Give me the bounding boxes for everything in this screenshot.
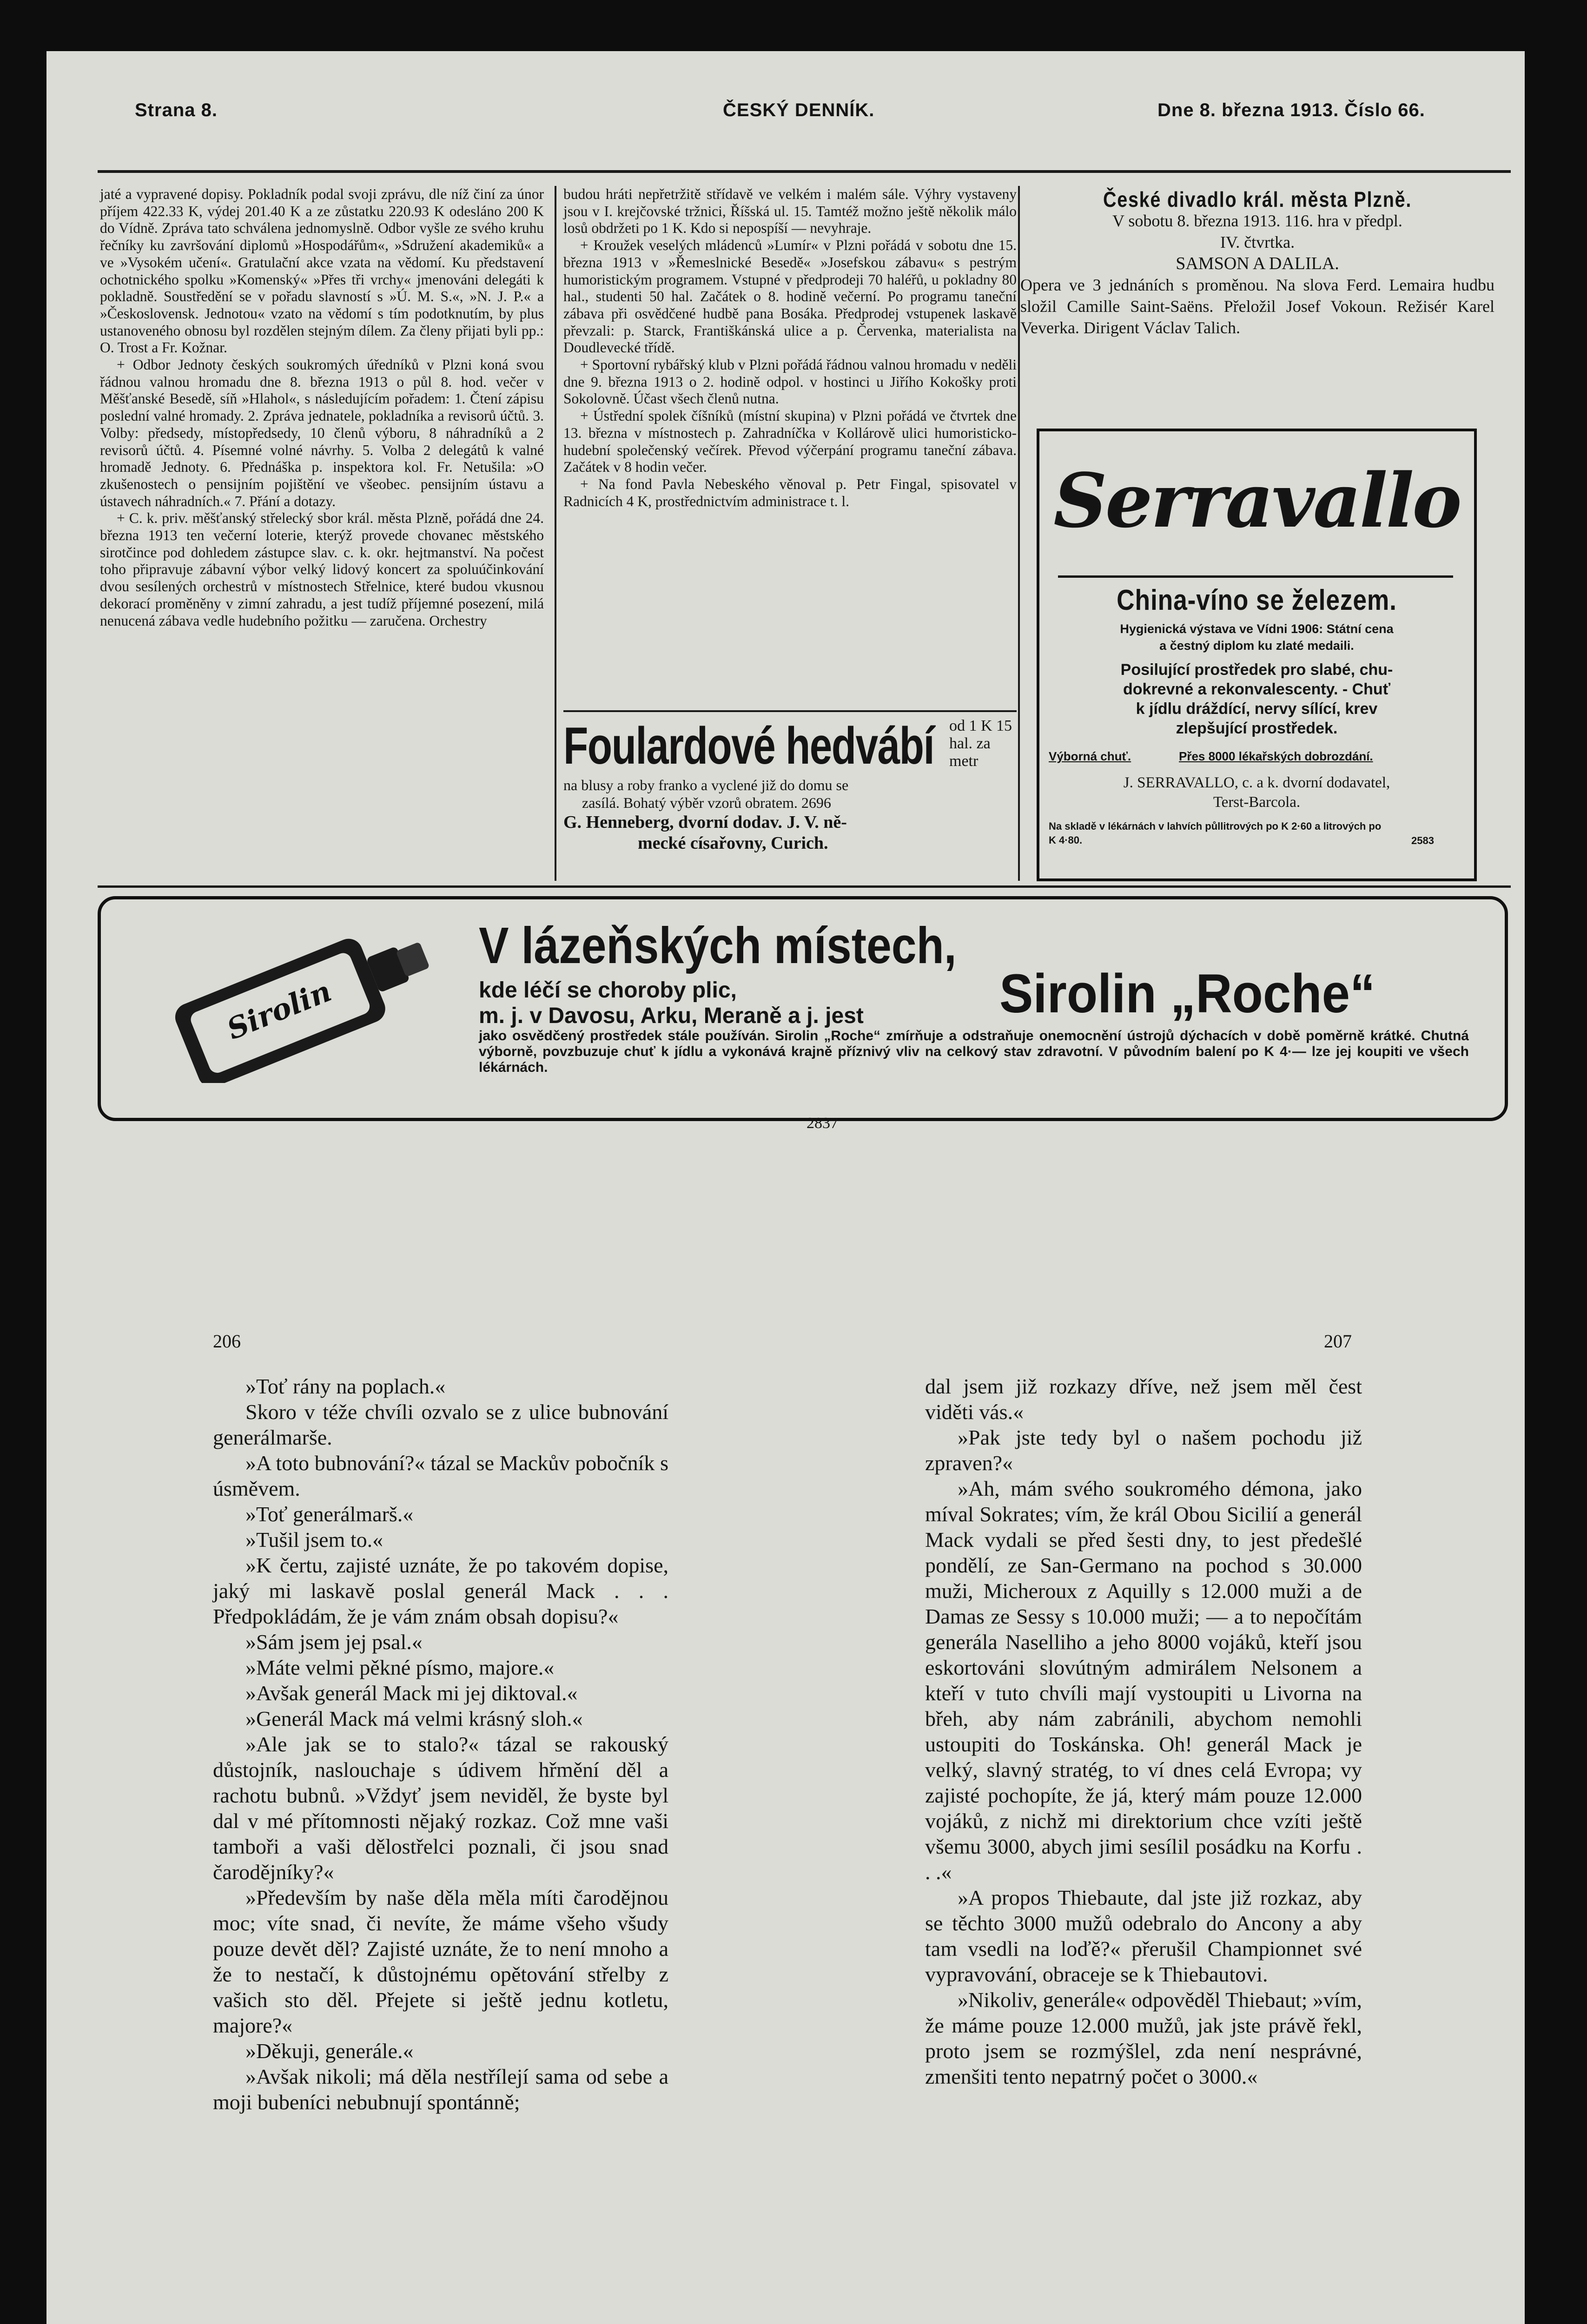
sirolin-sub-1: kde léčí se choroby plic, bbox=[479, 978, 737, 1003]
serravallo-maker: J. SERRAVALLO, c. a k. dvorní dodavatel, bbox=[1123, 774, 1390, 791]
sirolin-brand: Sirolin „Roche“ bbox=[999, 963, 1375, 1024]
sirolin-sub-2: m. j. v Davosu, Arku, Meraně a j. jest bbox=[479, 1004, 864, 1028]
foulard-advertisement bbox=[563, 717, 1012, 853]
header-rule bbox=[98, 170, 1511, 173]
book-paragraph: »Avšak generál Mack mi jej diktoval.« bbox=[245, 1681, 578, 1705]
serravallo-doctors: Přes 8000 lékařských dobrozdání. bbox=[1179, 749, 1373, 763]
book-paragraph: Skoro v téže chvíli ozvalo se z ulice bubnování generálmarše. bbox=[213, 1400, 668, 1449]
serravallo-award-1: Hygienická výstava ve Vídni 1906: Státní cena bbox=[1120, 622, 1394, 636]
column-1 bbox=[100, 186, 544, 629]
book-paragraph: »Ah, mám svého soukromého démona, jako míval Sokrates; vím, že král Obou Sicilií a generál Mack vydali se před šesti dny, to jest předešlé pondělí, ze San-Germano na pochod s 30.000 muži, Micheroux z Aquilly s 12.000 muži a de Damas ze Sessy s 10.000 muži; — a to nepočítám generála Naselliho a jeho 8000 vojáků, kteří jsou eskortováni slovútným admirálem Nelsonem a kteří v tuto chvíli mají vystoupiti u Livorna na břeh, aby nám zabránili, abychom nemohli ustoupiti do Toskánska. Oh! generál Mack je velký, slavný stratég, to ví dnes celá Evropa; vy zajisté pochopíte, že já, který mám pouze 12.000 vojáků, z nichž mi direktorium chce vzíti ještě všemu 3000, abych jimi sesílil posádku na Korfu . . .« bbox=[925, 1477, 1362, 1884]
theatre-play: SAMSON A DALILA. bbox=[1176, 254, 1339, 273]
column-2 bbox=[563, 186, 1017, 510]
book-paragraph: »Máte velmi pěkné písmo, majore.« bbox=[245, 1656, 555, 1679]
column-1-notice: + Odbor Jednoty českých soukromých úředníků v Plzni koná svou řádnou valnou hromadu dne 8. března 1913 o půl 8. hod. večer v Měšťanské Besedě, síň »Hlahol«, s následujícím pořadem: 1. Čtení zápisu poslední valné hromady. 2. Zpráva jednatele, pokladníka a revisorů účtů. 3. Volby: předsedy, místopředsedy, 10 členů výboru, 8 náhradníků a 2 revisorů účtů. 4. Písemné volné návrhy. 5. Volba 2 delegátů k valné hromadě Jednoty. 6. Přednáška p. inspektora kol. Fr. Netušila: »O zkušenostech o pensijním pojištění ve všeobec. pensijním ústavu a ústavech náhradních.« 7. Přání a dotazy. bbox=[100, 357, 544, 509]
serravallo-city: Terst-Barcola. bbox=[1213, 794, 1301, 811]
book-paragraph: »Toť rány na poplach.« bbox=[245, 1374, 446, 1398]
book-page-right bbox=[925, 1373, 1362, 2089]
sirolin-bottle-illustration bbox=[121, 923, 446, 1083]
serravallo-award-2: a čestný diplom ku zlaté medaili. bbox=[1159, 639, 1354, 653]
serravallo-advertisement bbox=[1037, 429, 1477, 881]
book-paragraph: »Avšak nikoli; má děla nestřílejí sama od sebe a moji bubeníci nebubnují spontánně; bbox=[213, 2065, 668, 2114]
column-divider bbox=[1018, 186, 1020, 881]
book-paragraph: »Nikoliv, generále« odpověděl Thiebaut; »vím, že máme pouze 12.000 mužů, jak jste právě řekl, proto jsem se rozmýšlel, zda není nesprávné, zmenšiti tento nepatrný počet o 3000.« bbox=[925, 1988, 1362, 2088]
foulard-price: od 1 K 15 hal. za metr bbox=[949, 717, 1012, 770]
theatre-title: České divadlo král. města Plzně. bbox=[1103, 187, 1412, 211]
section-rule bbox=[98, 885, 1511, 888]
book-paragraph: »Děkuji, generále.« bbox=[245, 2039, 414, 2063]
column-2-paragraph: budou hráti nepřetržitě střídavě ve velkém i malém sále. Výhry vystaveny jsou v I. krejčovské tržnici, Říšská ul. 15. Tamtéž možno ještě několik málo losů obdržeti po 1 K. Kdo si nepospíší — nevyhraje. bbox=[563, 186, 1017, 237]
serravallo-logo: Serravallo bbox=[1053, 457, 1460, 544]
serravallo-pitch-4: zlepšující prostředek. bbox=[1176, 720, 1338, 737]
foulard-firm-2: mecké císařovny, Curich. bbox=[638, 833, 828, 853]
ad-rule bbox=[563, 710, 1017, 712]
serravallo-code: 2583 bbox=[1411, 835, 1434, 846]
ad-rule bbox=[1058, 575, 1453, 578]
book-page-left-number: 206 bbox=[213, 1331, 241, 1352]
book-paragraph: »Především by naše děla měla míti čarodějnou moc; víte snad, či nevíte, že máme všeho všudy pouze devět děl? Zajisté uznáte, že to není mnoho a že to nestačí, k důstojnému opětování střelby z vašich sto děl. Přejete si ještě jednu kotletu, majore?« bbox=[213, 1886, 668, 2037]
theatre-date: V sobotu 8. března 1913. 116. hra v předpl. bbox=[1112, 211, 1402, 230]
book-paragraph: »K čertu, zajisté uznáte, že po takovém dopise, jaký mi laskavě poslal generál Mack . . . Předpokládám, že je vám znám obsah dopisu?« bbox=[213, 1553, 668, 1628]
foulard-line-2: zasílá. Bohatý výběr vzorů obratem. 2696 bbox=[582, 794, 831, 811]
book-paragraph: »Toť generálmarš.« bbox=[245, 1502, 414, 1526]
column-divider bbox=[555, 186, 556, 881]
page-number-label: Strana 8. bbox=[135, 100, 218, 120]
book-paragraph: »Sám jsem jej psal.« bbox=[245, 1630, 423, 1654]
sirolin-headline: V lázeňských místech, bbox=[479, 917, 957, 974]
column-2-notice: + Kroužek veselých mládenců »Lumír« v Plzni pořádá v sobotu dne 15. března 1913 v »Řemeslnické Besedě« »Josefskou zábavu« s pestrým humoristickým programem. Vstupné v předprodeji 70 haléřů, u pokladny 80 hal., studenti 50 hal. Začátek o 8. hodině večerní. Po programu taneční zábava při osvědčené hudbě pana Bosáka. Předprodej vstupenek laskavě převzali: p. Starck, Františkánská ulice a p. Červenka, materialista na Doudlevecké třídě. bbox=[563, 237, 1017, 356]
book-page-left bbox=[213, 1373, 668, 2115]
serravallo-tagline: China-víno se železem. bbox=[1117, 584, 1397, 616]
foulard-firm: G. Henneberg, dvorní dodav. J. V. ně- bbox=[563, 812, 847, 832]
book-paragraph: »Generál Mack má velmi krásný sloh.« bbox=[245, 1707, 583, 1730]
serravallo-pitch-2: dokrevné a rekonvalescenty. - Chuť bbox=[1123, 680, 1390, 698]
theatre-notice bbox=[1020, 189, 1494, 338]
serravallo-stock: Na skladě v lékárnách v lahvích půllitrových po K 2·60 a litrových po K 4·80. bbox=[1049, 820, 1382, 846]
issue-date: Dne 8. března 1913. Číslo 66. bbox=[1157, 100, 1425, 120]
book-paragraph: »A propos Thiebaute, dal jste již rozkaz, aby se těchto 3000 mužů odebralo do Ancony a aby tam vsedli na loďě?« přerušil Championnet své vypravování, obraceje se k Thiebautovi. bbox=[925, 1886, 1362, 1986]
book-paragraph: »Ale jak se to stalo?« tázal se rakouský důstojník, naslouchaje s údivem hřmění děl a rachotu bubnů. »Vždyť jsem neviděl, že byste byl dal v mé přítomnosti nějaký rozkaz. Což mne vaši tamboři a vaši dělostřelci poznali, či jsou snad čarodějníky?« bbox=[213, 1732, 668, 1884]
column-1-notice: + C. k. priv. měšťanský střelecký sbor král. města Plzně, pořádá dne 24. března 1913 ten večerní loterie, kterýž provede chovanec městského sirotčince pod dohledem zástupce slav. c. k. okr. hejtmanství. Na počest toho připravuje zábavní výbor velký lidový koncert za spoluúčinkování dvou sesílených orchestrů v místnostech Střelnice, které budou vkusnou dekorací proměněny v zimní zahradu, a jest tudíž příjemné posezení, milá nenucená zábava vedle hudebního požitku — zaručena. Orchestry bbox=[100, 510, 544, 629]
column-2-notice: + Ústřední spolek číšníků (místní skupina) v Plzni pořádá ve čtvrtek dne 13. března v místnostech p. Zahradníčka v Kollárově ulici humoristicko-hudební společenský večírek. Převod výčerpání programu taneční zábava. Začátek v 8 hodin večer. bbox=[563, 408, 1017, 475]
sirolin-text: jako osvědčený prostředek stále používán. Sirolin „Roche“ zmírňuje a odstraňuje onemocnění ústrojů dýchacích v době poměrně krátké. Chutná výborně, povzbuzuje chuť k jídlu a vykonává krajně příznivý vliv na celkový stav zdravotní. V původním balení po K 4·— lze jej koupiti ve všech lékárnách. bbox=[479, 1028, 1469, 1075]
foulard-title: Foulardové hedvábí bbox=[563, 717, 934, 775]
serravallo-taste: Výborná chuť. bbox=[1049, 749, 1131, 763]
footer-number: 2837 bbox=[807, 1115, 838, 1132]
foulard-line-1: na blusy a roby franko a vyclené již do domu se bbox=[563, 777, 849, 793]
serravallo-pitch-3: k jídlu dráždící, nervy sílící, krev bbox=[1136, 700, 1378, 718]
column-2-notice: + Sportovní rybářský klub v Plzni pořádá řádnou valnou hromadu v neděli dne 9. března 1913 o 2. hodině odpol. v hostinci u Jiřího Kokošky proti Sokolovně. Účast všech členů nutna. bbox=[563, 357, 1017, 407]
column-1-paragraph: jaté a vypravené dopisy. Pokladník podal svoji zprávu, dle níž činí za únor příjem 422.33 K, výdej 201.40 K a ze zůstatku 220.93 K odesláno 200 K do Vídně. Zpráva tato schválena jednomyslně. Odbor vyšle ze svého kruhu řečníky ku završování diplomů »Hospodářům«, »Sdružení akademiků« a ve »Vysokém učení«. Gratulační akce vzata na vědomí. Ku představení ochotnického spolku »Komenský« »Přes tři vrchy« jmenováni delegáti k pokladně. Soustředění se v pořadu slavností s »Ú. M. S.«, »N. J. P.« a »Československ. Jednotou« vzato na vědomí s tím podotknutím, by plus ustanoveného obnosu byl rozdělen stejným dílem. Za členy přijati byli pp.: O. Trost a Fr. Kožnar. bbox=[100, 186, 544, 356]
column-2-notice: + Na fond Pavla Nebeského věnoval p. Petr Fingal, spisovatel v Radnicích 4 K, prostřednictvím administrace t. l. bbox=[563, 475, 1017, 509]
theatre-subscription: IV. čtvrtka. bbox=[1220, 233, 1295, 251]
book-paragraph: »Pak jste tedy byl o našem pochodu již zpraven?« bbox=[925, 1426, 1362, 1475]
book-paragraph: »Tušil jsem to.« bbox=[245, 1528, 384, 1552]
masthead-title: ČESKÝ DENNÍK. bbox=[723, 100, 875, 120]
book-paragraph: dal jsem již rozkazy dříve, než jsem měl čest viděti vás.« bbox=[925, 1374, 1362, 1424]
bottle-label: Sirolin bbox=[222, 974, 336, 1047]
book-paragraph: »A toto bubnování?« tázal se Mackův pobočník s úsměvem. bbox=[213, 1451, 668, 1500]
theatre-description: Opera ve 3 jednáních s proměnou. Na slova Ferd. Lemaira hudbu složil Camille Saint-Saëns. Přeložil Josef Vokoun. Režisér Karel Veverka. Dirigent Václav Talich. bbox=[1020, 276, 1494, 337]
serravallo-pitch-1: Posilující prostředek pro slabé, chu- bbox=[1120, 661, 1393, 679]
book-page-right-number: 207 bbox=[1324, 1331, 1352, 1352]
